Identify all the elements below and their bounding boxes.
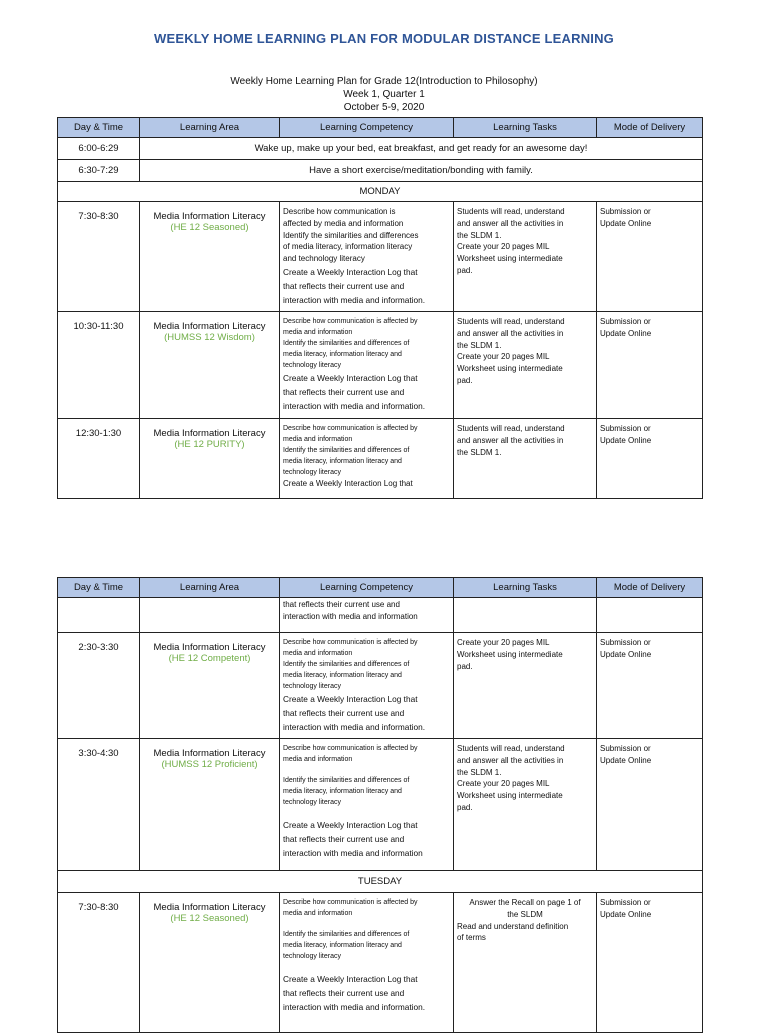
competency-line: technology literacy — [283, 799, 341, 806]
day-label-tuesday: TUESDAY — [58, 871, 703, 893]
competency-line: Create a Weekly Interaction Log that — [283, 373, 418, 383]
table-row — [58, 419, 703, 499]
learning-area-cell — [140, 739, 280, 871]
competency-line: that reflects their current use and — [283, 280, 405, 291]
tasks-cell — [454, 202, 597, 312]
competency-line: media and information — [283, 650, 353, 657]
task-line: Students will read, understand — [457, 424, 565, 433]
competency-line: interaction with media and information. — [283, 722, 426, 732]
document-title: WEEKLY HOME LEARNING PLAN FOR MODULAR DISTANCE LEARNING — [154, 31, 614, 46]
table-header-row — [58, 118, 703, 138]
table-header-row — [58, 578, 703, 598]
subject-name: Media Information Literacy — [153, 321, 266, 332]
competency-line: technology literacy — [283, 953, 341, 960]
mode-line: Update Online — [600, 328, 652, 338]
competency-line: technology literacy — [283, 683, 341, 690]
document-week: Week 1, Quarter 1 — [343, 89, 425, 100]
tasks-cell — [454, 419, 597, 499]
competency-line: Describe how communication is affected by — [283, 745, 418, 752]
competency-line: Describe how communication is affected by — [283, 425, 418, 432]
tasks-cell — [454, 312, 597, 419]
competency-line: media literacy, information literacy and — [283, 458, 402, 465]
competency-line: Create a Weekly Interaction Log that — [283, 479, 413, 488]
learning-area-cell — [140, 419, 280, 499]
competency-line: Create a Weekly Interaction Log that — [283, 820, 418, 830]
competency-cell — [280, 202, 454, 312]
task-line: and answer all the activities in — [457, 755, 564, 765]
header-learning-tasks: Learning Tasks — [454, 578, 597, 598]
competency-line: that reflects their current use and — [283, 600, 400, 609]
task-line: and answer all the activities in — [457, 328, 564, 338]
header-mode-of-delivery: Mode of Delivery — [597, 118, 703, 138]
header-day-time: Day & Time — [58, 118, 140, 138]
task-line: and answer all the activities in — [457, 435, 564, 445]
competency-line: Describe how communication is affected by — [283, 318, 418, 325]
task-line: Worksheet using intermediate — [457, 649, 563, 659]
competency-line: Identify the similarities and differences of — [283, 777, 410, 784]
competency-line: Create a Weekly Interaction Log that — [283, 266, 418, 277]
section-name: (HE 12 PURITY) — [174, 439, 245, 450]
task-line: Create your 20 pages MIL — [457, 638, 550, 647]
learning-area-cell — [140, 893, 280, 1033]
competency-line: Identify the similarities and differences of — [283, 340, 410, 347]
task-line: pad. — [457, 802, 473, 812]
competency-line: Identify the similarities and differences of — [283, 447, 410, 454]
mode-cell — [597, 633, 703, 739]
table-row — [58, 202, 703, 312]
competency-line: technology literacy — [283, 469, 341, 476]
competency-line: affected by media and information — [283, 218, 404, 228]
mode-cell — [597, 202, 703, 312]
competency-line: media literacy, information literacy and — [283, 788, 402, 795]
day-row — [58, 182, 703, 202]
competency-line: media literacy, information literacy and — [283, 351, 402, 358]
task-line: of terms — [457, 933, 486, 943]
task-line: the SLDM — [507, 909, 543, 919]
table-row — [58, 138, 703, 160]
task-line: Create your 20 pages MIL — [457, 242, 550, 252]
competency-cell — [280, 419, 454, 499]
mode-line: Update Online — [600, 218, 652, 228]
time-cell: 6:00-6:29 — [58, 138, 140, 160]
task-line: pad. — [457, 375, 473, 385]
tasks-cell — [454, 893, 597, 1033]
header-mode-of-delivery: Mode of Delivery — [597, 578, 703, 598]
competency-line: media literacy, information literacy and — [283, 942, 402, 949]
tasks-cell — [454, 598, 597, 633]
time-cell: 10:30-11:30 — [58, 312, 140, 419]
mode-line: Submission or — [600, 207, 651, 216]
competency-line: interaction with media and information — [283, 611, 418, 621]
mode-cell — [597, 893, 703, 1033]
competency-line: Create a Weekly Interaction Log that — [283, 694, 418, 704]
competency-line: Identify the similarities and differences of — [283, 931, 410, 938]
routine-cell: Wake up, make up your bed, eat breakfast, and get ready for an awesome day! — [140, 138, 703, 160]
table-row — [58, 739, 703, 871]
header-learning-area: Learning Area — [140, 578, 280, 598]
competency-line: media and information — [283, 756, 353, 763]
competency-cell — [280, 312, 454, 419]
competency-line: Identify the similarities and differences — [283, 230, 419, 240]
section-name: (HUMSS 12 Proficient) — [161, 759, 258, 770]
header-learning-competency: Learning Competency — [280, 118, 454, 138]
mode-line: Submission or — [600, 744, 651, 753]
day-row — [58, 871, 703, 893]
section-name: (HE 12 Seasoned) — [170, 913, 249, 924]
table-row — [58, 633, 703, 739]
competency-line: Identify the similarities and differences of — [283, 661, 410, 668]
competency-line: and technology literacy — [283, 254, 365, 264]
mode-line: Update Online — [600, 649, 652, 659]
mode-line: Submission or — [600, 317, 651, 326]
header-learning-tasks: Learning Tasks — [454, 118, 597, 138]
competency-line: that reflects their current use and — [283, 834, 405, 844]
table-row — [58, 598, 703, 633]
competency-line: interaction with media and information — [283, 848, 423, 858]
task-line: the SLDM 1. — [457, 340, 502, 350]
header-learning-area: Learning Area — [140, 118, 280, 138]
header-learning-competency: Learning Competency — [280, 578, 454, 598]
subject-name: Media Information Literacy — [153, 748, 266, 759]
competency-line: Create a Weekly Interaction Log that — [283, 974, 418, 984]
time-cell: 2:30-3:30 — [58, 633, 140, 739]
task-line: the SLDM 1. — [457, 230, 502, 240]
competency-line: media literacy, information literacy and — [283, 672, 402, 679]
learning-area-cell — [140, 633, 280, 739]
time-cell: 7:30-8:30 — [58, 893, 140, 1033]
task-line: and answer all the activities in — [457, 218, 564, 228]
competency-line: interaction with media and information. — [283, 401, 426, 411]
time-cell: 3:30-4:30 — [58, 739, 140, 871]
document-dates: October 5-9, 2020 — [343, 102, 425, 113]
mode-line: Submission or — [600, 638, 651, 647]
competency-line: media and information — [283, 329, 353, 336]
task-line: the SLDM 1. — [457, 767, 502, 777]
mode-cell — [597, 419, 703, 499]
competency-line: interaction with media and information. — [283, 1002, 426, 1012]
day-label-monday: MONDAY — [58, 182, 703, 202]
mode-cell — [597, 739, 703, 871]
mode-line: Update Online — [600, 909, 652, 919]
time-cell: 7:30-8:30 — [58, 202, 140, 312]
time-cell — [58, 598, 140, 633]
table-row — [58, 893, 703, 1033]
routine-cell: Have a short exercise/meditation/bonding with family. — [140, 160, 703, 182]
task-line: pad. — [457, 661, 473, 671]
task-line: Worksheet using intermediate — [457, 791, 563, 801]
task-line: Create your 20 pages MIL — [457, 779, 550, 789]
mode-line: Update Online — [600, 755, 652, 765]
task-line: Worksheet using intermediate — [457, 364, 563, 374]
competency-line: Describe how communication is — [283, 207, 396, 216]
competency-line: that reflects their current use and — [283, 708, 405, 718]
time-cell: 6:30-7:29 — [58, 160, 140, 182]
competency-cell — [280, 598, 454, 633]
learning-area-cell — [140, 312, 280, 419]
competency-line: Describe how communication is affected by — [283, 899, 418, 906]
tasks-cell — [454, 633, 597, 739]
section-name: (HE 12 Seasoned) — [170, 222, 249, 233]
learning-area-cell — [140, 598, 280, 633]
competency-line: interaction with media and information. — [283, 294, 426, 305]
competency-line: media and information — [283, 910, 353, 917]
subject-name: Media Information Literacy — [153, 428, 266, 439]
mode-line: Submission or — [600, 898, 651, 907]
competency-line: technology literacy — [283, 362, 341, 369]
document-subtitle: Weekly Home Learning Plan for Grade 12(Introduction to Philosophy) — [230, 76, 538, 87]
mode-line: Submission or — [600, 424, 651, 433]
tasks-cell — [454, 739, 597, 871]
competency-cell — [280, 893, 454, 1033]
task-line: Students will read, understand — [457, 207, 565, 216]
competency-line: Describe how communication is affected by — [283, 639, 418, 646]
task-line: Read and understand definition — [457, 921, 569, 931]
schedule-table-1 — [57, 117, 703, 499]
competency-line: that reflects their current use and — [283, 988, 405, 998]
mode-line: Update Online — [600, 435, 652, 445]
subject-name: Media Information Literacy — [153, 211, 266, 222]
competency-cell — [280, 633, 454, 739]
mode-cell — [597, 598, 703, 633]
competency-line: media and information — [283, 436, 353, 443]
table-row — [58, 312, 703, 419]
competency-line: that reflects their current use and — [283, 387, 405, 397]
task-line: the SLDM 1. — [457, 447, 502, 457]
task-line: Create your 20 pages MIL — [457, 352, 550, 362]
section-name: (HE 12 Competent) — [168, 653, 251, 664]
subject-name: Media Information Literacy — [153, 902, 266, 913]
mode-cell — [597, 312, 703, 419]
competency-cell — [280, 739, 454, 871]
task-line: pad. — [457, 265, 473, 275]
time-cell: 12:30-1:30 — [58, 419, 140, 499]
competency-line: of media literacy, information literacy — [283, 242, 413, 252]
task-line: Worksheet using intermediate — [457, 254, 563, 264]
header-day-time: Day & Time — [58, 578, 140, 598]
section-name: (HUMSS 12 Wisdom) — [164, 332, 255, 343]
task-line: Students will read, understand — [457, 317, 565, 326]
table-row — [58, 160, 703, 182]
subject-name: Media Information Literacy — [153, 642, 266, 653]
learning-area-cell — [140, 202, 280, 312]
task-line: Answer the Recall on page 1 of — [469, 898, 581, 907]
task-line: Students will read, understand — [457, 744, 565, 753]
schedule-table-2 — [57, 577, 703, 1033]
